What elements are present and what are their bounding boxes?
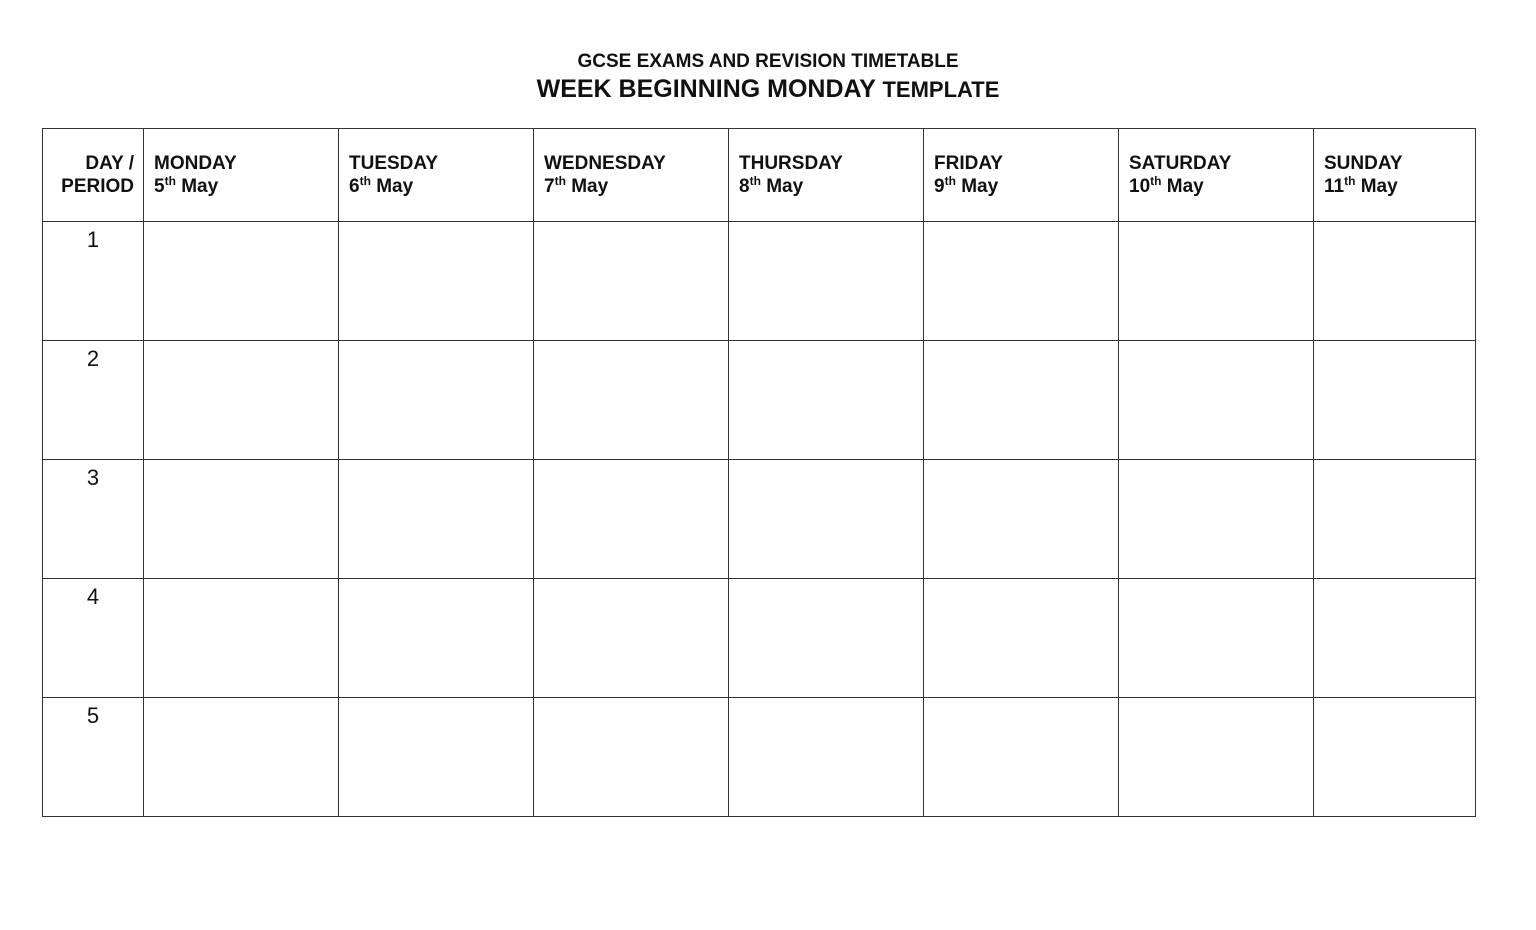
period-label: 5: [43, 698, 144, 817]
corner-line-2: PERIOD: [61, 176, 134, 197]
title-line-1: GCSE EXAMS AND REVISION TIMETABLE: [577, 51, 959, 72]
day-header-monday: [144, 129, 339, 222]
timetable-cell[interactable]: [534, 460, 729, 579]
day-name: SUNDAY: [1324, 153, 1403, 174]
timetable-cell[interactable]: [924, 222, 1119, 341]
timetable-cell[interactable]: [1314, 222, 1476, 341]
timetable-cell[interactable]: [339, 222, 534, 341]
day-date: 9th May: [934, 174, 999, 197]
title-main: WEEK BEGINNING MONDAY: [536, 75, 876, 103]
day-name: FRIDAY: [934, 153, 1003, 174]
period-row: [43, 222, 1476, 341]
day-name: TUESDAY: [349, 153, 439, 174]
period-row: [43, 460, 1476, 579]
timetable-cell[interactable]: [1314, 341, 1476, 460]
timetable-cell[interactable]: [339, 460, 534, 579]
timetable: [42, 128, 1476, 817]
timetable-cell[interactable]: [1314, 698, 1476, 817]
timetable-cell[interactable]: [1119, 460, 1314, 579]
timetable-cell[interactable]: [144, 698, 339, 817]
timetable-cell[interactable]: [729, 579, 924, 698]
day-name: THURSDAY: [739, 153, 843, 174]
timetable-cell[interactable]: [1314, 579, 1476, 698]
timetable-cell[interactable]: [1314, 460, 1476, 579]
timetable-cell[interactable]: [729, 698, 924, 817]
header-row: [43, 129, 1476, 222]
period-row: [43, 579, 1476, 698]
day-header-sunday: [1314, 129, 1476, 222]
day-header-saturday: [1119, 129, 1314, 222]
day-name: MONDAY: [154, 153, 237, 174]
timetable-cell[interactable]: [534, 579, 729, 698]
timetable-cell[interactable]: [339, 341, 534, 460]
day-date: 10th May: [1129, 174, 1204, 197]
day-date: 7th May: [544, 174, 609, 197]
timetable-cell[interactable]: [924, 698, 1119, 817]
timetable-cell[interactable]: [1119, 698, 1314, 817]
period-label: 2: [43, 341, 144, 460]
timetable-cell[interactable]: [144, 460, 339, 579]
period-label: 1: [43, 222, 144, 341]
timetable-cell[interactable]: [144, 341, 339, 460]
timetable-cell[interactable]: [1119, 222, 1314, 341]
day-date: 8th May: [739, 174, 804, 197]
timetable-cell[interactable]: [534, 341, 729, 460]
timetable-cell[interactable]: [729, 460, 924, 579]
timetable-cell[interactable]: [924, 460, 1119, 579]
timetable-cell[interactable]: [924, 579, 1119, 698]
period-label: 3: [43, 460, 144, 579]
timetable-cell[interactable]: [534, 222, 729, 341]
title-suffix: TEMPLATE: [882, 77, 1000, 102]
timetable-cell[interactable]: [924, 341, 1119, 460]
timetable-cell[interactable]: [339, 698, 534, 817]
timetable-cell[interactable]: [339, 579, 534, 698]
timetable-cell[interactable]: [729, 222, 924, 341]
timetable-cell[interactable]: [1119, 579, 1314, 698]
timetable-cell[interactable]: [534, 698, 729, 817]
title-line-2: [0, 74, 1536, 105]
day-header-friday: [924, 129, 1119, 222]
timetable-cell[interactable]: [144, 222, 339, 341]
day-header-tuesday: [339, 129, 534, 222]
day-date: 6th May: [349, 174, 414, 197]
period-label: 4: [43, 579, 144, 698]
day-name: SATURDAY: [1129, 153, 1232, 174]
corner-header: [43, 129, 144, 222]
period-row: [43, 341, 1476, 460]
day-header-thursday: [729, 129, 924, 222]
day-name: WEDNESDAY: [544, 153, 666, 174]
timetable-cell[interactable]: [1119, 341, 1314, 460]
day-date: 11th May: [1324, 174, 1398, 197]
timetable-cell[interactable]: [144, 579, 339, 698]
day-date: 5th May: [154, 174, 219, 197]
day-header-wednesday: [534, 129, 729, 222]
period-row: [43, 698, 1476, 817]
timetable-cell[interactable]: [729, 341, 924, 460]
corner-line-1: DAY /: [85, 153, 134, 174]
page-title: [0, 50, 1536, 105]
